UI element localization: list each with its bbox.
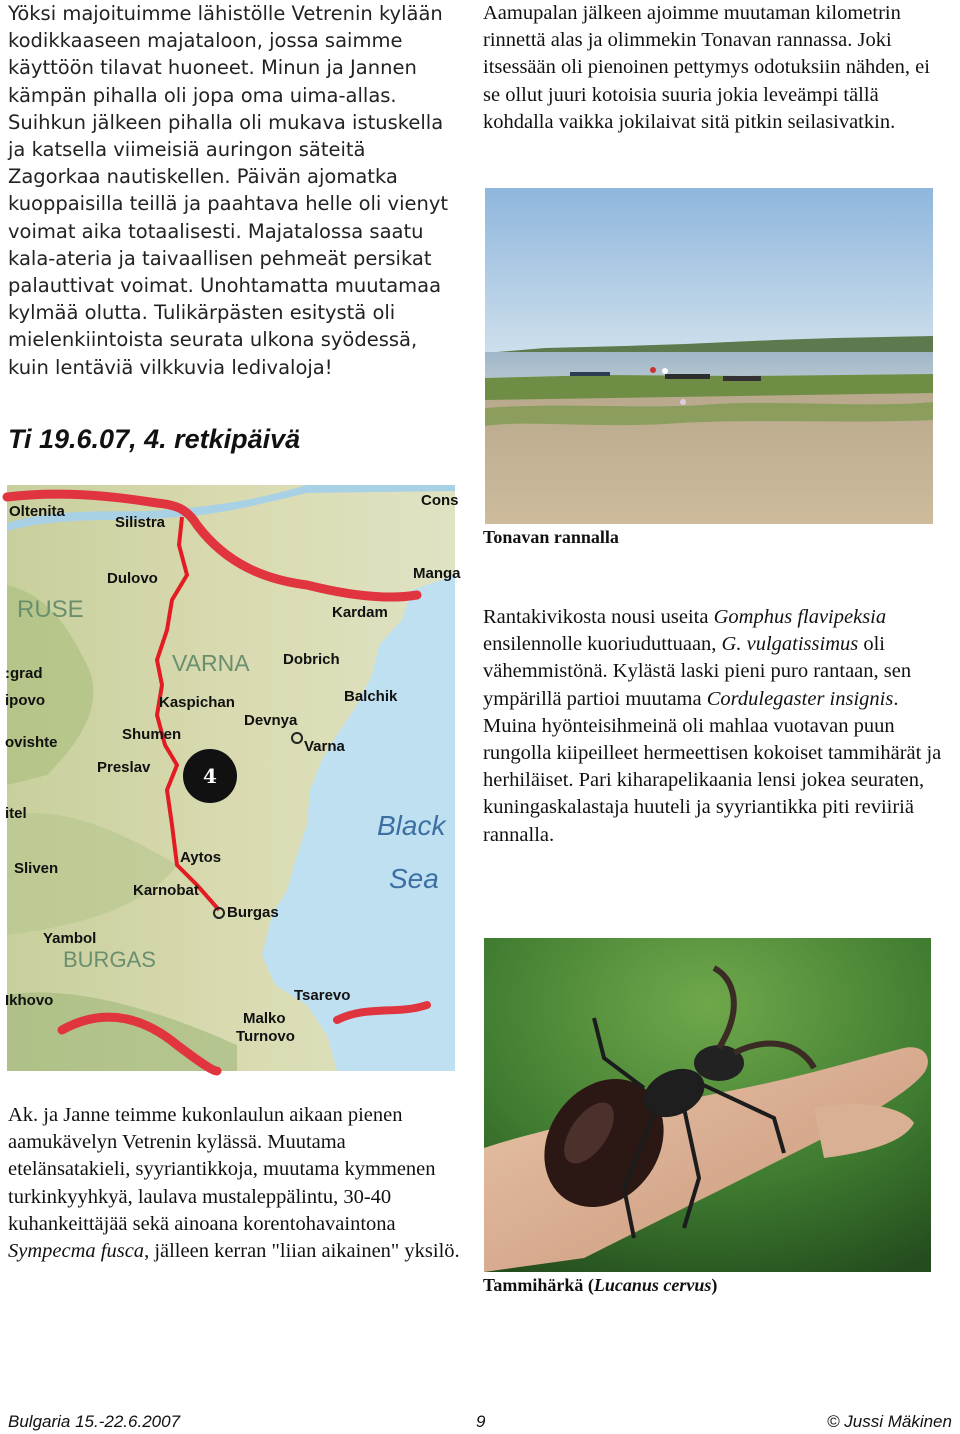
species-sympecma-fusca: Sympecma fusca — [8, 1240, 145, 1263]
footer-left: Bulgaria 15.-22.6.2007 — [8, 1412, 181, 1431]
intro-text-block — [8, 0, 463, 381]
day-heading: Ti 19.6.07, 4. retkipäivä — [8, 424, 301, 454]
map-label-tel: itel — [5, 805, 27, 822]
map-label-oltenita: Oltenita — [9, 503, 65, 520]
route-map — [5, 485, 461, 1071]
river-photo — [485, 188, 933, 524]
map-label-devnya: Devnya — [244, 712, 298, 729]
beetle-photo — [484, 938, 931, 1272]
dragonfly-text-1: Rantakivikosta nousi useita — [483, 606, 714, 628]
map-label-sliven: Sliven — [14, 860, 59, 877]
map-stage-number: 4 — [203, 764, 217, 788]
map-label-silistra: Silistra — [115, 514, 166, 531]
river-paragraph: Aamupalan jälkeen ajoimme muutaman kilometrin rinnettä alas ja olimmekin Tonavan rannassa. Joki itsessään oli pienoinen pettymys odotuksiin nähden, ei se ollut juuri kotoisia suuria jokia leveämpi tällä kohdalla vaikka jokilaivat sitä pitkin seilasivatkin. — [483, 2, 930, 133]
map-label-shumen: Shumen — [122, 726, 182, 743]
dragonfly-text-3: oli vähemmistönä. Kylästä laski pieni puro rantaan, sen ympärillä partioi muutama — [483, 633, 912, 710]
map-label-sea: Sea — [389, 863, 439, 894]
map-label-turnovo: Turnovo — [236, 1028, 295, 1045]
intro-paragraph: Yöksi majoituimme lähistölle Vetrenin kylään kodikkaaseen majataloon, jossa saimme käyttöön tilavat huoneet. Minun ja Jannen kämpän pihalla oli jopa oma uima-allas. Suihkun jälkeen pihalla oli mukava istuskella ja katsella viimeisiä auringon säteitä Zagorkaa nautiskellen. Päivän ajomatka kuoppaisilla teillä ja paahtava helle oli vienyt voimat aika totaalisesti. Majatalossa saatu kala-ateria ja taivaallisen pehmeät persikat palauttivat voimat. Unohtamatta muutamaa kylmää olutta. Tulikärpästen esitystä oli mielenkiintoista seurata ulkona syödessä, kuin lentäviä vilkkuvia ledivaloja! — [8, 2, 449, 379]
map-label-manga: Manga — [413, 565, 461, 582]
beetle-caption-species: Lucanus cervus — [593, 1275, 712, 1295]
map-label-varna-region: VARNA — [172, 650, 250, 676]
map-label-cons: Cons — [421, 492, 459, 509]
species-cordulegaster-insignis: Cordulegaster insignis — [706, 687, 894, 710]
map-label-ikhovo: Ikhovo — [5, 992, 54, 1009]
dragonfly-text-block — [483, 604, 943, 849]
route-map-image — [5, 485, 461, 1071]
morning-walk-text-block — [8, 1102, 460, 1265]
map-label-kardam: Kardam — [332, 604, 388, 621]
map-label-karnobat: Karnobat — [133, 882, 199, 899]
map-label-varna: Varna — [304, 738, 345, 755]
beetle-photo-image — [484, 938, 931, 1272]
river-photo-image — [485, 188, 933, 524]
map-label-grad: :grad — [5, 665, 43, 682]
map-label-black: Black — [377, 810, 446, 841]
map-label-ruse: RUSE — [17, 596, 84, 623]
beetle-caption-suffix: ) — [711, 1275, 718, 1295]
morning-walk-text-1: Ak. ja Janne teimme kukonlaulun aikaan pienen aamukävelyn Vetrenin kylässä. Muutama etelänsatakieli, syyriantikkoja, muutama kymmenen turkinkyyhkyä, laulava mustaleppälintu, 30-40 kuhankeittäjää sekä ainoana korentohavaintona — [8, 1104, 436, 1235]
map-label-burgas: Burgas — [227, 904, 279, 921]
dragonfly-text-2: ensilennolle kuoriuduttuaan, — [483, 633, 722, 656]
map-label-dobrich: Dobrich — [283, 651, 340, 668]
river-text-block — [483, 0, 948, 136]
map-label-aytos: Aytos — [180, 849, 222, 866]
map-label-balchik: Balchik — [344, 688, 398, 705]
morning-walk-paragraph — [8, 1102, 460, 1265]
map-label-tsarevo: Tsarevo — [294, 987, 351, 1004]
footer-copyright: © Jussi Mäkinen — [827, 1412, 952, 1431]
map-label-malko: Malko — [243, 1010, 286, 1027]
morning-walk-text-2: , jälleen kerran "liian aikainen" yksilö. — [144, 1240, 460, 1263]
map-label-vishte: ovishte — [5, 734, 58, 751]
map-label-yambol: Yambol — [43, 930, 97, 947]
species-gomphus-flavipes: Gomphus flavipeksia — [713, 606, 887, 628]
map-label-kaspichan: Kaspichan — [159, 694, 235, 711]
map-label-dulovo: Dulovo — [107, 570, 158, 587]
map-label-burgas-region: BURGAS — [63, 947, 156, 972]
dragonfly-text-4: . Muina hyönteisihmeinä oli mahlaa vuotavan puun rungolla kiipeilleet hermeettisen kokoiset tammihärät ja herhiläiset. Pari kiharapelikaania lensi jokea seuraten, kuningaskalastaja huuteli ja syyriantikka piti reviiriä rannalla. — [483, 687, 942, 846]
map-label-popovo: ipovo — [5, 692, 45, 709]
beetle-caption-prefix: Tammihärkä ( — [483, 1275, 594, 1295]
species-gomphus-vulgatissimus: G. vulgatissimus — [721, 633, 859, 656]
beetle-caption — [483, 1275, 717, 1296]
map-label-preslav: Preslav — [97, 759, 151, 776]
footer-page-number: 9 — [476, 1412, 486, 1431]
river-caption: Tonavan rannalla — [483, 527, 619, 547]
dragonfly-paragraph — [483, 604, 943, 849]
